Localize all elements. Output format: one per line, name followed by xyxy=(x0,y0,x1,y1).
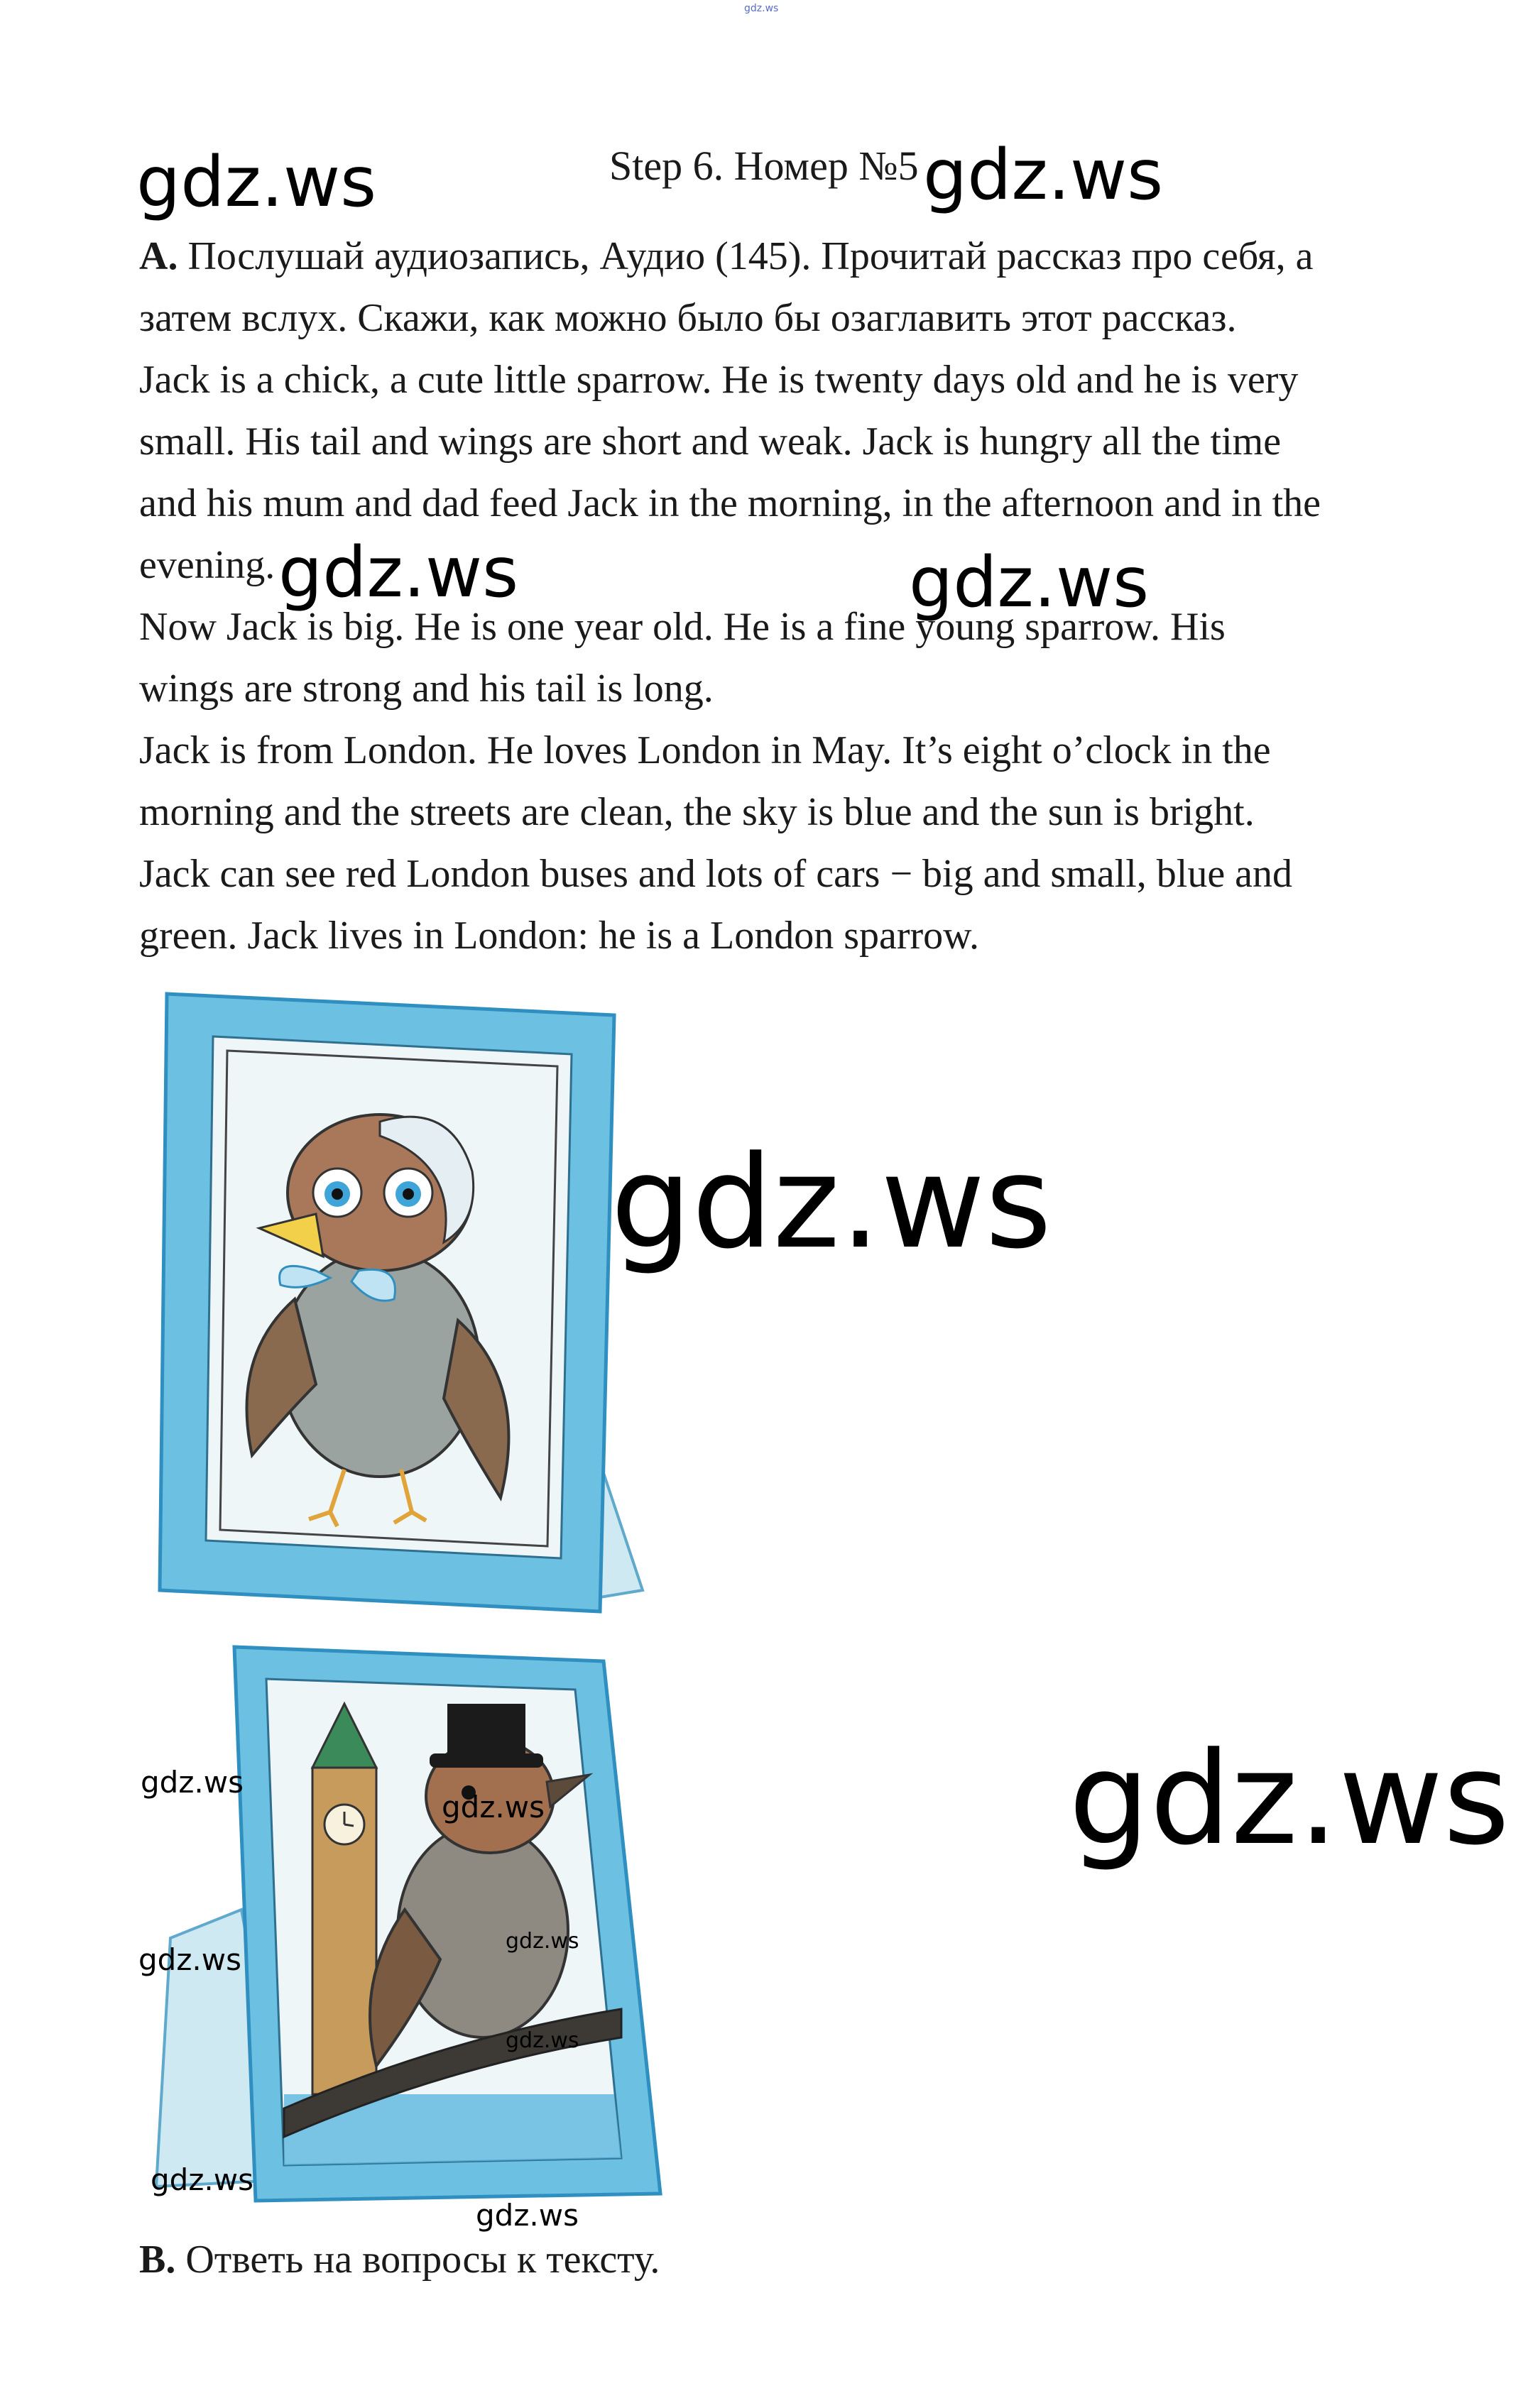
watermark: gdz.ws xyxy=(476,2198,579,2233)
watermark: gdz.ws xyxy=(278,532,519,613)
story-line-5: Now Jack is big. He is one year old. He is a fine young sparrow. His xyxy=(139,605,1226,649)
watermark: gdz.ws xyxy=(442,1790,545,1824)
watermark: gdz.ws xyxy=(611,1129,1052,1277)
task-b-label: B. xyxy=(139,2238,176,2282)
watermark: gdz.ws xyxy=(506,2028,579,2053)
task-a-line-1: A. Послушай аудиозапись, Аудио (145). Прочитай рассказ про себя, а xyxy=(139,234,1314,278)
page-heading: Step 6. Номер №5 xyxy=(609,143,919,189)
story-line-8: morning and the streets are clean, the sky is blue and the sun is bright. xyxy=(139,790,1255,834)
task-b-block xyxy=(139,2229,1417,2291)
watermark: gdz.ws xyxy=(909,542,1150,623)
london-sparrow-frame-illustration xyxy=(149,1640,675,2208)
top-watermark: gdz.ws xyxy=(744,3,779,14)
story-line-6: wings are strong and his tail is long. xyxy=(139,667,714,711)
story-line-1: Jack is a chick, a cute little sparrow. He is twenty days old and he is very xyxy=(139,358,1299,402)
watermark: gdz.ws xyxy=(1069,1725,1510,1873)
story-line-7: Jack is from London. He loves London in May. It’s eight o’clock in the xyxy=(139,728,1271,772)
task-a-line-2: затем вслух. Скажи, как можно было бы озаглавить этот рассказ. xyxy=(139,296,1237,340)
story-line-10: green. Jack lives in London: he is a London sparrow. xyxy=(139,914,979,958)
task-a-label: A. xyxy=(139,234,178,278)
story-line-4: evening. xyxy=(139,543,275,587)
watermark: gdz.ws xyxy=(136,142,377,223)
watermark: gdz.ws xyxy=(151,2162,253,2197)
watermark: gdz.ws xyxy=(923,135,1164,216)
baby-sparrow-frame-illustration xyxy=(146,987,657,1626)
watermark: gdz.ws xyxy=(506,1929,579,1954)
story-line-9: Jack can see red London buses and lots of cars − big and small, blue and xyxy=(139,852,1293,896)
task-b-text: Ответь на вопросы к тексту. xyxy=(185,2238,660,2282)
story-line-2: small. His tail and wings are short and weak. Jack is hungry all the time xyxy=(139,420,1282,464)
story-line-3: and his mum and dad feed Jack in the morning, in the afternoon and in the xyxy=(139,481,1321,525)
watermark: gdz.ws xyxy=(138,1942,241,1977)
watermark: gdz.ws xyxy=(141,1765,244,1800)
